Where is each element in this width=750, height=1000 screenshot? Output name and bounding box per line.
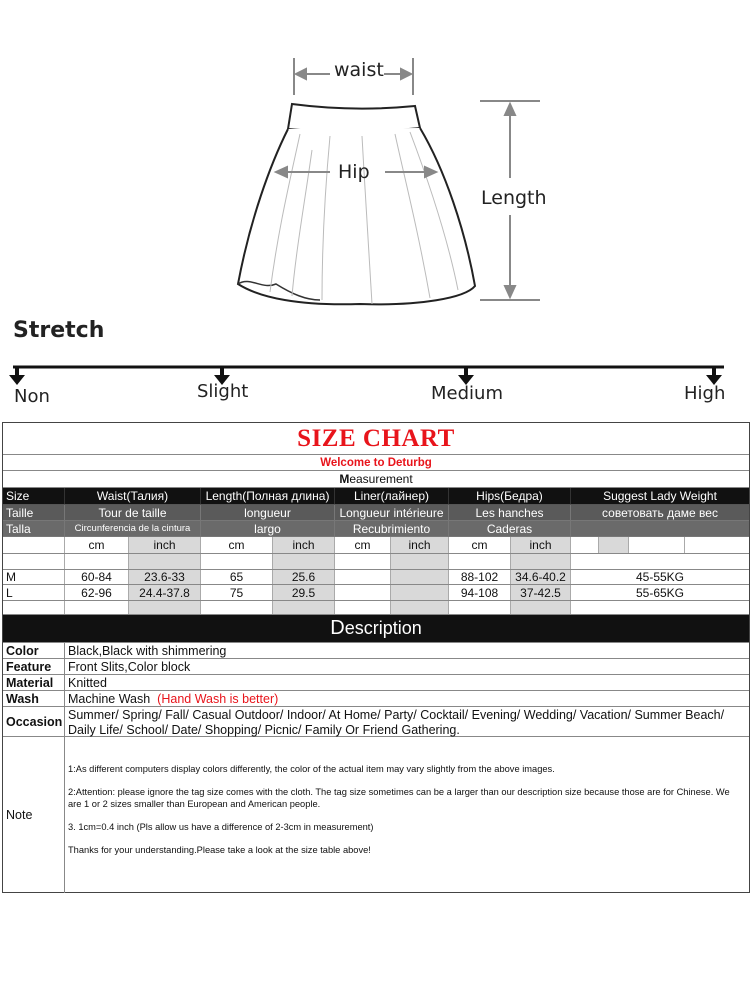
unit-inch: inch <box>391 537 449 553</box>
desc-row-wash <box>3 691 749 707</box>
units-row <box>3 537 749 554</box>
row-liner-cm <box>335 570 391 584</box>
row-weight: 45-55KG <box>635 570 685 584</box>
unit-blank <box>571 537 599 553</box>
unit-blank <box>685 537 749 553</box>
note-item-3: 3. 1cm=0.4 inch (Pls allow us have a difference of 2-3cm in measurement) <box>68 822 374 832</box>
color-value: Black,Black with shimmering <box>68 643 227 658</box>
empty-cell <box>391 601 449 614</box>
unit-cm: cm <box>449 537 511 553</box>
unit-blank <box>629 537 685 553</box>
spacer-cell <box>335 554 391 569</box>
header-row-es <box>3 521 749 537</box>
empty-cell <box>3 601 65 614</box>
empty-cell <box>201 601 273 614</box>
empty-cell <box>511 601 571 614</box>
header-hips: Hips(Бедра) <box>449 488 571 504</box>
welcome-row <box>3 455 749 471</box>
measurement-initial: M <box>339 472 350 486</box>
note-item-2: 2:Attention: please ignore the tag size comes with the cloth. The tag size sometimes can be a larger than our description size because those are for Chinese. We are 1 or 2 sizes smaller than European and American people. <box>68 787 730 809</box>
unit-cm: cm <box>335 537 391 553</box>
row-hips-inch: 34.6-40.2 <box>511 570 571 584</box>
row-waist-inch: 24.4-37.8 <box>129 585 201 600</box>
size-chart <box>2 422 750 893</box>
note-body <box>68 737 745 893</box>
spacer-cell <box>3 554 65 569</box>
wash-note: (Hand Wash is better) <box>157 691 279 706</box>
header-fr-liner: Longueur intérieure <box>335 505 449 520</box>
note-label: Note <box>3 737 65 893</box>
unit-blank <box>599 537 629 553</box>
spacer-cell <box>201 554 273 569</box>
stretch-level-slight: Slight <box>197 381 249 402</box>
measurement-label: easurement <box>349 472 413 486</box>
measurement-row <box>3 471 749 488</box>
desc-row-material <box>3 675 749 691</box>
spacer-row <box>3 554 749 570</box>
header-size: Size <box>3 488 65 504</box>
header-fr-hips: Les hanches <box>449 505 571 520</box>
row-size: M <box>3 570 65 584</box>
table-row <box>3 570 749 585</box>
empty-cell <box>449 601 511 614</box>
unit-cm: cm <box>65 537 129 553</box>
header-es-size: Talla <box>3 521 65 536</box>
description-header <box>3 615 749 643</box>
row-waist-inch: 23.6-33 <box>129 570 201 584</box>
header-fr-waist: Tour de taille <box>65 505 201 520</box>
empty-cell <box>129 601 201 614</box>
spacer-cell <box>511 554 571 569</box>
hip-label: Hip <box>338 161 370 183</box>
unit-cm: cm <box>201 537 273 553</box>
chart-title-row <box>3 423 749 455</box>
header-es-length: largo <box>201 521 335 536</box>
empty-cell <box>335 601 391 614</box>
header-weight: Suggest Lady Weight <box>603 489 717 503</box>
wash-value: Machine Wash <box>68 691 151 706</box>
occasion-line-2: Daily Life/ School/ Date/ Shopping/ Picnic/ Family Or Friend Gathering. <box>68 723 460 737</box>
row-length-inch: 25.6 <box>273 570 335 584</box>
feature-label: Feature <box>3 659 65 674</box>
skirt-outline-icon <box>238 104 475 304</box>
row-liner-inch <box>391 570 449 584</box>
waist-label: waist <box>334 59 384 81</box>
header-es-waist: Circunferencia de la cintura <box>65 521 201 536</box>
stretch-level-high: High <box>684 383 726 404</box>
header-length: Length(Полная длина) <box>201 488 335 504</box>
row-length-inch: 29.5 <box>273 585 335 600</box>
header-fr-size: Taille <box>3 505 65 520</box>
color-label: Color <box>3 643 65 658</box>
description-title: escription <box>344 618 422 638</box>
row-waist-cm: 62-96 <box>65 585 129 600</box>
chart-title: SIZE CHART <box>297 424 455 452</box>
spacer-cell <box>273 554 335 569</box>
row-hips-cm: 88-102 <box>449 570 511 584</box>
header-liner: Liner(лайнер) <box>335 488 449 504</box>
header-es-liner: Recubrimiento <box>335 521 449 536</box>
material-label: Material <box>3 675 65 690</box>
feature-value: Front Slits,Color block <box>68 659 191 674</box>
description-initial: D <box>330 617 345 639</box>
row-liner-inch <box>391 585 449 600</box>
row-weight: 55-65KG <box>635 585 685 600</box>
stretch-scale <box>0 355 750 415</box>
row-hips-inch: 37-42.5 <box>511 585 571 600</box>
header-row-fr <box>3 505 749 521</box>
spacer-cell <box>571 554 749 569</box>
stretch-level-non: Non <box>14 386 50 407</box>
row-liner-cm <box>335 585 391 600</box>
length-label: Length <box>481 187 547 209</box>
header-es-hips: Caderas <box>449 521 571 536</box>
spacer-cell <box>391 554 449 569</box>
note-item-4: Thanks for your understanding.Please take a look at the size table above! <box>68 845 371 855</box>
welcome-text: Welcome to Deturbg <box>320 456 432 469</box>
note-item-1: 1:As different computers display colors differently, the color of the actual item may vary slightly from the above images. <box>68 764 555 774</box>
units-blank <box>3 537 65 553</box>
spacer-cell <box>65 554 129 569</box>
header-fr-weight: советовать даме вес <box>602 505 718 520</box>
occasion-label: Occasion <box>3 707 65 736</box>
header-es-weight-empty <box>571 521 749 536</box>
occasion-value <box>65 707 749 736</box>
unit-inch: inch <box>511 537 571 553</box>
empty-cell <box>571 601 749 614</box>
table-row <box>3 585 749 601</box>
spacer-cell <box>449 554 511 569</box>
row-length-cm: 75 <box>201 585 273 600</box>
wash-value-wrap <box>65 691 749 706</box>
spacer-cell <box>129 554 201 569</box>
desc-row-color <box>3 643 749 659</box>
row-size: L <box>3 585 65 600</box>
empty-row <box>3 601 749 615</box>
header-fr-length: longueur <box>201 505 335 520</box>
unit-inch: inch <box>273 537 335 553</box>
material-value: Knitted <box>68 675 107 690</box>
stretch-title: Stretch <box>13 318 105 343</box>
empty-cell <box>65 601 129 614</box>
row-length-cm: 65 <box>201 570 273 584</box>
header-row-en <box>3 488 749 505</box>
header-waist: Waist(Талия) <box>65 488 201 504</box>
occasion-line-1: Summer/ Spring/ Fall/ Casual Outdoor/ Indoor/ At Home/ Party/ Cocktail/ Evening/ Wedding/ Vacation/ Summer Beach/ <box>68 708 725 722</box>
skirt-diagram <box>0 0 750 320</box>
stretch-level-medium: Medium <box>431 383 503 404</box>
wash-label: Wash <box>3 691 65 706</box>
row-hips-cm: 94-108 <box>449 585 511 600</box>
desc-row-feature <box>3 659 749 675</box>
row-waist-cm: 60-84 <box>65 570 129 584</box>
desc-row-occasion <box>3 707 749 737</box>
empty-cell <box>273 601 335 614</box>
stretch-marker-icon <box>9 367 722 385</box>
unit-inch: inch <box>129 537 201 553</box>
desc-row-note <box>3 737 749 893</box>
